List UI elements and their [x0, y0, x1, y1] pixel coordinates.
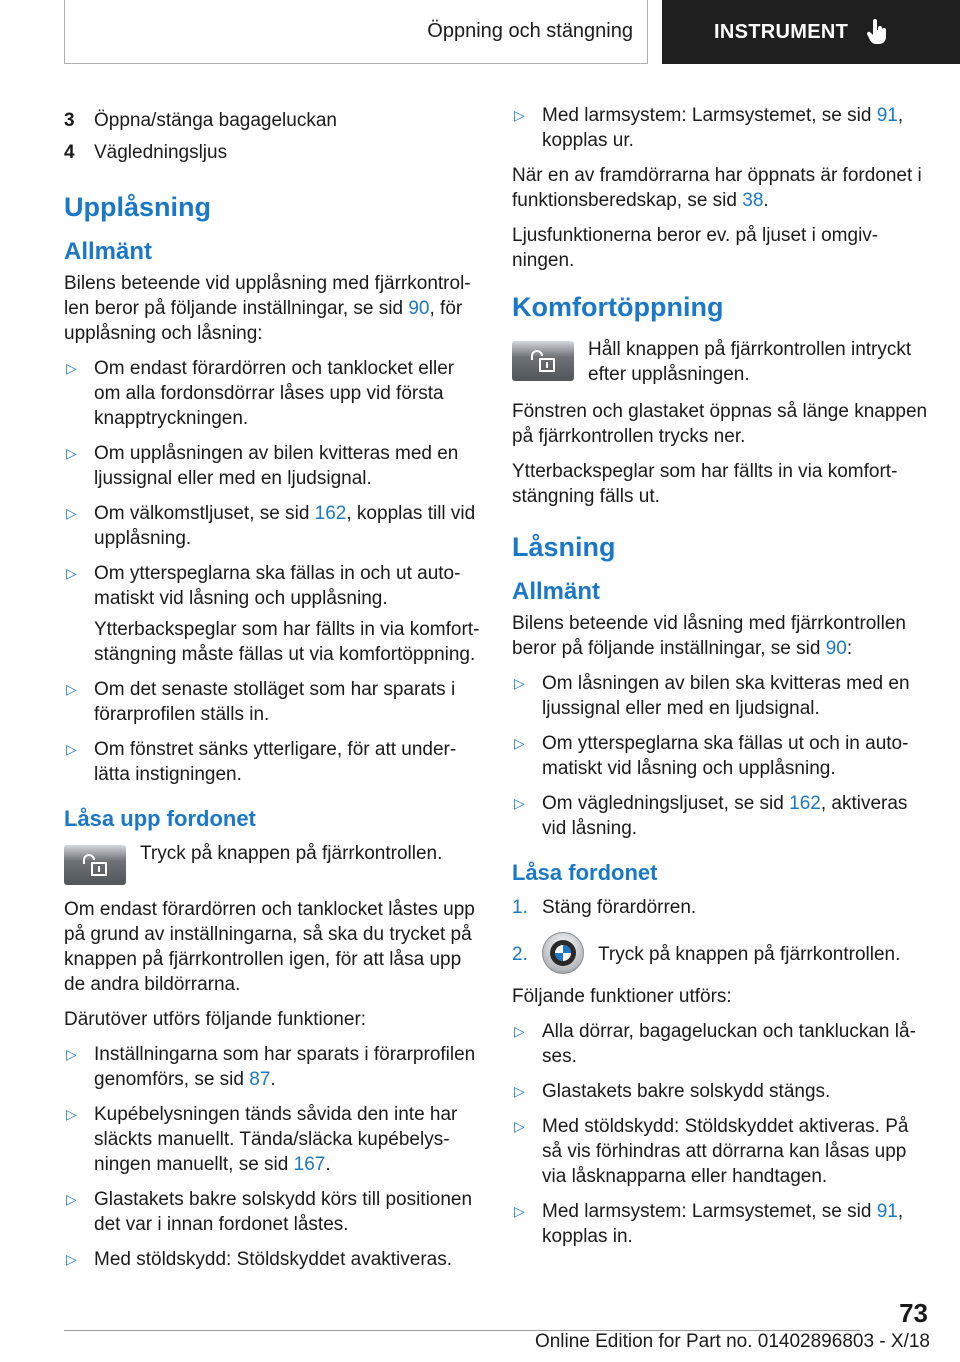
functions-list: [64, 1042, 484, 1272]
right-column: [512, 103, 932, 1259]
instruction-text: Håll knappen på fjärrkontrollen intryckt efter upplåsningen.: [588, 339, 912, 385]
page-header: [0, 0, 960, 66]
functions-list-continued: [512, 103, 932, 153]
paragraph: Fönstren och glastaket öppnas så länge knappen på fjärrkontrollen trycks ner.: [512, 401, 928, 447]
step-text: Tryck på knappen på fjärrkontrollen.: [598, 944, 901, 965]
heading-lock-vehicle: Låsa fordonet: [512, 860, 658, 885]
step-item: [512, 895, 932, 920]
bmw-key-icon: [542, 932, 584, 974]
lock-intro-paragraph: Bilens beteende vid låsning med fjärrkontrollen beror på följande inställningar, se sid 90:: [512, 613, 906, 659]
list-item: ▷ Om endast förardörren och tanklocket eller om alla fordonsdörrar låses upp vid första knapptryckningen.: [64, 356, 484, 431]
list-item: [64, 140, 484, 165]
item-text: Vägledningsljus: [94, 142, 228, 163]
step-number: 1.: [512, 897, 528, 918]
hand-pointer-icon: [866, 19, 888, 45]
page-link[interactable]: 90: [825, 638, 847, 659]
lock-functions-list: [512, 1019, 932, 1249]
paragraph: När en av framdörrarna har öppnats är fordonet i funktionsberedskap, se sid 38.: [512, 165, 922, 211]
paragraph: Följande funktioner utförs:: [512, 986, 732, 1007]
item-number: 3: [64, 110, 75, 131]
list-item: ▷ Om ytterspeglarna ska fällas in och ut auto‐matiskt vid låsning och upplåsning. Ytterbackspeglar som har fällts in via komfort‐stängning måste fällas ut via komfortöppning.: [64, 561, 484, 667]
paragraph: Ljusfunktionerna beror ev. på ljuset i omgiv‐ningen.: [512, 225, 879, 271]
list-item: ▷ Glastakets bakre solskydd körs till positionen det var i innan fordonet låstes.: [64, 1187, 484, 1237]
left-column: [64, 108, 484, 1282]
page-link[interactable]: 162: [314, 503, 347, 524]
list-item: ▷ Om vägledningsljuset, se sid 162, aktiveras vid låsning.: [512, 791, 932, 841]
list-item: [64, 108, 484, 133]
heading-unlock-vehicle: Låsa upp fordonet: [64, 806, 256, 831]
page-link[interactable]: 91: [876, 1201, 898, 1222]
settings-list: [64, 356, 484, 787]
steps-list: [512, 895, 932, 974]
heading-locking: Låsning: [512, 532, 616, 562]
step-text: Stäng förardörren.: [542, 897, 697, 918]
instruction-text: Tryck på knappen på fjärrkontrollen.: [140, 843, 443, 864]
step-number: 2.: [512, 944, 528, 965]
paragraph: Om endast förardörren och tanklocket låstes upp på grund av inställningarna, så ska du trycket på knappen på fjärrkontrollen igen, för att låsa upp de andra bildörrarna.: [64, 899, 475, 995]
heading-comfort-opening: Komfortöppning: [512, 292, 724, 322]
unlock-instruction: [64, 841, 484, 885]
heading-general: Allmänt: [64, 238, 153, 265]
page-link[interactable]: 38: [742, 190, 764, 211]
footer-edition: Online Edition for Part no. 01402896803 - X/18: [534, 1331, 930, 1352]
list-item: ▷ Med larmsystem: Larmsystemet, se sid 91, kopplas in.: [512, 1199, 932, 1249]
list-item: ▷ Om låsningen av bilen ska kvitteras med en ljussignal eller med en ljudsignal.: [512, 671, 932, 721]
page-number: 73: [899, 1298, 928, 1328]
section-title: INSTRUMENT: [714, 20, 849, 43]
list-item: ▷ Glastakets bakre solskydd stängs.: [512, 1079, 932, 1104]
list-item: ▷ Inställningarna som har sparats i förarprofilen genomförs, se sid 87.: [64, 1042, 484, 1092]
step-item: [512, 942, 932, 974]
page-link[interactable]: 87: [249, 1069, 271, 1090]
paragraph: Ytterbackspeglar som har fällts in via komfort‐stängning fälls ut.: [512, 461, 898, 507]
paragraph: Därutöver utförs följande funktioner:: [64, 1009, 367, 1030]
intro-paragraph: Bilens beteende vid upplåsning med fjärrkontrol‐len beror på följande inställningar, se sid 90, för upplåsning och låsning:: [64, 273, 471, 344]
list-item: ▷ Om välkomstljuset, se sid 162, kopplas till vid upplåsning.: [64, 501, 484, 551]
list-item: ▷ Om upplåsningen av bilen kvitteras med en ljussignal eller med en ljudsignal.: [64, 441, 484, 491]
page-link[interactable]: 91: [876, 105, 898, 126]
list-item: ▷ Med larmsystem: Larmsystemet, se sid 91, kopplas ur.: [512, 103, 932, 153]
page-link[interactable]: 167: [293, 1154, 326, 1175]
list-item: ▷ Om ytterspeglarna ska fällas ut och in auto‐matiskt vid låsning och upplåsning.: [512, 731, 932, 781]
item-text: Öppna/stänga bagageluckan: [94, 110, 337, 131]
comfort-instruction: [512, 337, 932, 387]
list-item: ▷ Med stöldskydd: Stöldskyddet aktiveras. På så vis förhindras att dörrarna kan låsas upp via låsknapparna eller handtagen.: [512, 1114, 932, 1189]
heading-unlocking: Upplåsning: [64, 192, 211, 222]
list-item: ▷ Alla dörrar, bagageluckan och tankluckan lå‐ses.: [512, 1019, 932, 1069]
list-item-note: Ytterbackspeglar som har fällts in via komfort‐stängning måste fällas ut via komfortöppning.: [94, 619, 480, 665]
page-link[interactable]: 90: [408, 298, 430, 319]
unlock-icon: [64, 845, 126, 885]
unlock-icon: [512, 341, 574, 381]
list-item: ▷ Kupébelysningen tänds såvida den inte har släckts manuellt. Tända/släcka kupébelys‐ningen manuellt, se sid 167.: [64, 1102, 484, 1177]
page-link[interactable]: 162: [789, 793, 821, 814]
list-item: ▷ Om fönstret sänks ytterligare, för att under‐lätta instigningen.: [64, 737, 484, 787]
list-item: ▷ Om det senaste stolläget som har sparats i förarprofilen ställs in.: [64, 677, 484, 727]
list-item: ▷ Med stöldskydd: Stöldskyddet avaktiveras.: [64, 1247, 484, 1272]
chapter-title: Öppning och stängning: [64, 0, 648, 64]
lock-settings-list: [512, 671, 932, 841]
section-tab: [662, 0, 960, 64]
heading-general: Allmänt: [512, 578, 601, 605]
item-number: 4: [64, 142, 75, 163]
